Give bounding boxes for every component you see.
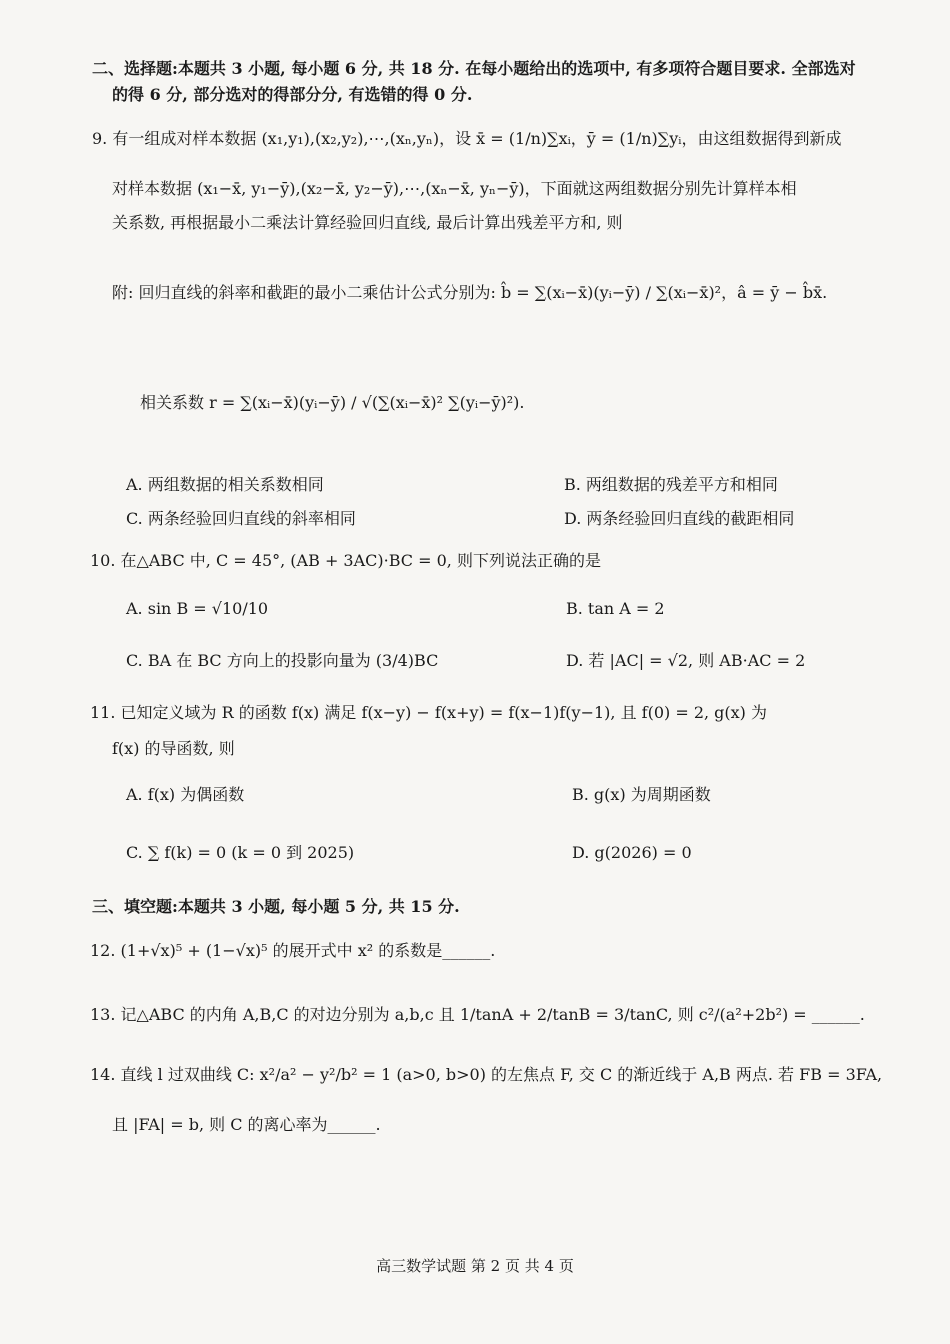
- section3-heading: 三、填空题:本题共 3 小题, 每小题 5 分, 共 15 分.: [92, 897, 460, 916]
- q9-line3: 关系数, 再根据最小二乘法计算经验回归直线, 最后计算出残差平方和, 则: [112, 213, 623, 232]
- page-footer: 高三数学试题 第 2 页 共 4 页: [376, 1257, 574, 1275]
- section2-heading-cont: 的得 6 分, 部分选对的得部分分, 有选错的得 0 分.: [112, 85, 473, 104]
- q9-line1: 9. 有一组成对样本数据 (x₁,y₁),(x₂,y₂),⋯,(xₙ,yₙ)，设 x̄ = (1/n)∑xᵢ，ȳ = (1/n)∑yᵢ，由这组数据得到新成: [92, 129, 842, 148]
- q11-line2: f(x) 的导函数, 则: [112, 739, 235, 758]
- q10-option-c: C. BA 在 BC 方向上的投影向量为 (3/4)BC: [126, 651, 439, 670]
- q9-note: 附: 回归直线的斜率和截距的最小二乘估计公式分别为: b̂ = ∑(xᵢ−x̄)(yᵢ−ȳ) / ∑(xᵢ−x̄)²，â = ȳ − b̂x̄.: [112, 283, 828, 302]
- q9-option-a: A. 两组数据的相关系数相同: [126, 475, 324, 494]
- q12-stem: 12. (1+√x)⁵ + (1−√x)⁵ 的展开式中 x² 的系数是______.: [90, 941, 496, 960]
- q9-option-d: D. 两条经验回归直线的截距相同: [564, 509, 795, 528]
- q10-option-d: D. 若 |AC| = √2, 则 AB·AC = 2: [566, 651, 806, 670]
- q11-line1: 11. 已知定义域为 R 的函数 f(x) 满足 f(x−y) − f(x+y) = f(x−1)f(y−1), 且 f(0) = 2, g(x) 为: [90, 703, 768, 722]
- q9-line2: 对样本数据 (x₁−x̄, y₁−ȳ),(x₂−x̄, y₂−ȳ),⋯,(xₙ−x̄, yₙ−ȳ)，下面就这两组数据分别先计算样本相: [112, 179, 797, 198]
- q11-option-a: A. f(x) 为偶函数: [126, 785, 245, 804]
- q9-option-b: B. 两组数据的残差平方和相同: [564, 475, 778, 494]
- q10-option-b: B. tan A = 2: [566, 599, 665, 618]
- q11-option-d: D. g(2026) = 0: [572, 843, 692, 862]
- q10-option-a: A. sin B = √10/10: [126, 599, 269, 618]
- q11-option-c: C. ∑ f(k) = 0 (k = 0 到 2025): [126, 843, 355, 862]
- q14-line2: 且 |FA| = b, 则 C 的离心率为______.: [112, 1115, 381, 1134]
- q9-correlation-formula: 相关系数 r = ∑(xᵢ−x̄)(yᵢ−ȳ) / √(∑(xᵢ−x̄)² ∑(yᵢ−ȳ)²).: [140, 393, 525, 412]
- q13-stem: 13. 记△ABC 的内角 A,B,C 的对边分别为 a,b,c 且 1/tanA + 2/tanB = 3/tanC, 则 c²/(a²+2b²) = ______.: [90, 1005, 865, 1024]
- q10-stem: 10. 在△ABC 中, C = 45°, (AB + 3AC)·BC = 0, 则下列说法正确的是: [90, 551, 601, 570]
- q14-line1: 14. 直线 l 过双曲线 C: x²/a² − y²/b² = 1 (a>0, b>0) 的左焦点 F, 交 C 的渐近线于 A,B 两点. 若 FB = 3FA,: [90, 1065, 883, 1084]
- q11-option-b: B. g(x) 为周期函数: [572, 785, 711, 804]
- q9-option-c: C. 两条经验回归直线的斜率相同: [126, 509, 356, 528]
- section2-heading: 二、选择题:本题共 3 小题, 每小题 6 分, 共 18 分. 在每小题给出的选项中, 有多项符合题目要求. 全部选对: [92, 59, 856, 78]
